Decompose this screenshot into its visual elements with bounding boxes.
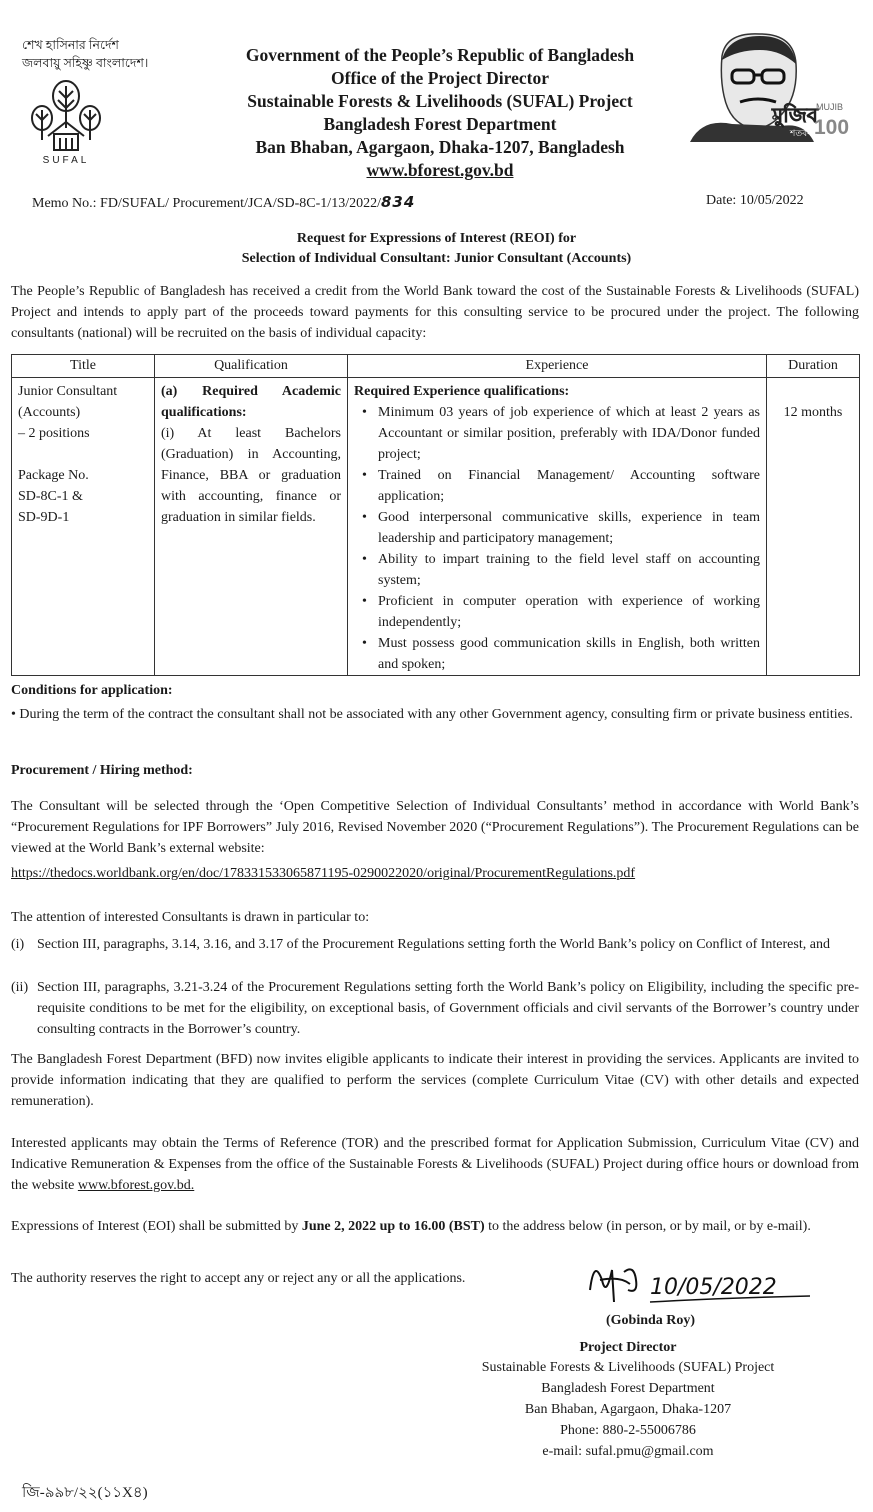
conditions-heading: Conditions for application: bbox=[11, 683, 173, 698]
list-item bbox=[362, 465, 760, 507]
eoi-paragraph bbox=[11, 1216, 859, 1237]
cell-title bbox=[12, 378, 155, 676]
signatory-name: (Gobinda Roy) bbox=[606, 1313, 696, 1328]
title-line: (Accounts) bbox=[18, 405, 81, 420]
portrait-text-bn: মুজিব bbox=[772, 103, 818, 127]
attention-item bbox=[11, 977, 859, 1040]
attention-item-text: Section III, paragraphs, 3.14, 3.16, and 3.17 of the Procurement Regulations setting forth the World Bank’s policy on Conflict of Interest, and bbox=[37, 937, 830, 952]
cell-experience bbox=[348, 378, 767, 676]
procurement-regulations-link[interactable]: https://thedocs.worldbank.org/en/doc/178331533065871195-0290022020/original/ProcurementRegulations.pdf bbox=[11, 866, 636, 881]
qualification-heading: (a) Required Academic qualifications: bbox=[161, 384, 341, 420]
attention-item-number: (ii) bbox=[11, 980, 29, 995]
bfd-invitation-paragraph: The Bangladesh Forest Department (BFD) now invites eligible applicants to indicate their interest in providing the services. Applicants are invited to provide information indicating that they are qualified to perform the services (complete Curriculum Vitae (CV) with other details and expected remuneration). bbox=[11, 1052, 859, 1109]
portrait-text-en: MUJIB bbox=[816, 102, 843, 112]
bullet-icon: • bbox=[362, 594, 367, 609]
portrait-text-num: 100 bbox=[814, 116, 850, 139]
bullet-icon: • bbox=[362, 510, 367, 525]
portrait-text-bn2: শতবর্ষ bbox=[790, 129, 813, 139]
header-department: Bangladesh Forest Department bbox=[323, 114, 557, 134]
tor-paragraph bbox=[11, 1133, 859, 1196]
memo-label: Memo No.: FD/SUFAL/ Procurement/JCA/SD-8C-1/13/2022/ bbox=[32, 196, 381, 211]
title-line: Package No. bbox=[18, 468, 89, 483]
conditions-item: • During the term of the contract the consultant shall not be associated with any other Government agency, consulting firm or private business entities. bbox=[11, 707, 853, 722]
consultant-table bbox=[11, 354, 860, 676]
title-line: – 2 positions bbox=[18, 426, 90, 441]
signatory-role: Project Director bbox=[579, 1340, 677, 1355]
tor-text: Interested applicants may obtain the Terms of Reference (TOR) and the prescribed format for Application Submission, Curriculum Vitae (CV) and Indicative Remuneration & Expenses from the office of the Sustainable Forests & Livelihoods (SUFAL) Project during office hours or download from the website bbox=[11, 1136, 859, 1193]
table-row bbox=[12, 378, 860, 676]
experience-item-text: Minimum 03 years of job experience of which at least 2 years as Accountant or similar position, preferably with IDA/Donor funded project; bbox=[378, 405, 760, 462]
list-item bbox=[362, 507, 760, 549]
rights-statement: The authority reserves the right to accept any or reject any or all the applications. bbox=[11, 1271, 466, 1286]
header-experience: Experience bbox=[348, 355, 767, 378]
eoi-deadline: June 2, 2022 up to 16.00 (BST) bbox=[301, 1219, 485, 1234]
header-duration: Duration bbox=[767, 355, 860, 378]
signature-handwritten-date: 10/05/2022 bbox=[650, 1275, 777, 1300]
reoi-title-line-1: Request for Expressions of Interest (REOI) for bbox=[296, 231, 577, 246]
experience-list bbox=[354, 402, 760, 675]
table-header-row bbox=[12, 355, 860, 378]
reoi-title-line-2: Selection of Individual Consultant: Junior Consultant (Accounts) bbox=[241, 251, 632, 266]
title-line-spacer bbox=[18, 444, 148, 465]
signatory-org: Sustainable Forests & Livelihoods (SUFAL) Project bbox=[481, 1360, 775, 1375]
slogan-line-2: জলবায়ু সহিষ্ণু বাংলাদেশ। bbox=[22, 56, 149, 70]
experience-item-text: Proficient in computer operation with experience of working independently; bbox=[378, 594, 760, 630]
header-website-link[interactable]: www.bforest.gov.bd bbox=[366, 160, 514, 180]
procurement-heading: Procurement / Hiring method: bbox=[11, 763, 193, 778]
bullet-icon: • bbox=[362, 468, 367, 483]
experience-item-text: Ability to impart training to the field level staff on accounting system; bbox=[378, 552, 760, 588]
slogan-line-1: শেখ হাসিনার নির্দেশ bbox=[22, 38, 119, 52]
qualification-text: (i) At least Bachelors (Graduation) in Accounting, Finance, BBA or graduation with accounting, finance or graduation in similar fields. bbox=[161, 426, 341, 525]
signatory-address: Ban Bhaban, Agargaon, Dhaka-1207 bbox=[524, 1402, 732, 1417]
tor-website-link[interactable]: www.bforest.gov.bd. bbox=[77, 1178, 195, 1193]
signatory-dept: Bangladesh Forest Department bbox=[541, 1381, 715, 1396]
signatory-email: e-mail: sufal.pmu@gmail.com bbox=[542, 1444, 714, 1459]
attention-intro: The attention of interested Consultants is drawn in particular to: bbox=[11, 910, 370, 925]
attention-item-text: Section III, paragraphs, 3.21-3.24 of the Procurement Regulations setting forth the World Bank’s policy on Eligibility, including the specific pre-requisite conditions to be met for the eligibility, on exceptional basis, of Government officials and civil servants of the Borrower’s country under consulting contracts in the Borrower’s country. bbox=[37, 980, 859, 1037]
list-item bbox=[362, 591, 760, 633]
slogan bbox=[22, 36, 148, 72]
bullet-icon: • bbox=[362, 636, 367, 651]
intro-paragraph: The People’s Republic of Bangladesh has received a credit from the World Bank toward the cost of the Sustainable Forests & Livelihoods (SUFAL) Project and intends to apply part of the proceeds toward payments for this consulting service to be procured under the project. The following consultants (national) will be recruited on the basis of individual capacity: bbox=[11, 284, 859, 341]
footer-reference-code: জি-৯৯৮/২২(১১X৪) bbox=[22, 1485, 148, 1501]
cell-duration: 12 months bbox=[767, 378, 860, 676]
memo-handwritten-number: 834 bbox=[380, 193, 416, 211]
memo-number bbox=[32, 193, 415, 212]
eoi-text-before: Expressions of Interest (EOI) shall be submitted by bbox=[11, 1219, 302, 1234]
cell-qualification bbox=[155, 378, 348, 676]
header-project: Sustainable Forests & Livelihoods (SUFAL) Project bbox=[247, 91, 633, 111]
experience-item-text: Good interpersonal communicative skills, experience in team leadership and participatory management; bbox=[378, 510, 760, 546]
memo-date: Date: 10/05/2022 bbox=[706, 193, 804, 208]
title-line: Junior Consultant bbox=[18, 384, 118, 399]
attention-item bbox=[11, 934, 859, 955]
eoi-text-after: to the address below (in person, or by mail, or by e-mail). bbox=[484, 1219, 811, 1234]
mujib-100-portrait-icon bbox=[682, 26, 850, 142]
header-government: Government of the People’s Republic of Bangladesh bbox=[245, 45, 635, 65]
attention-item-number: (i) bbox=[11, 937, 25, 952]
title-line: SD-8C-1 & bbox=[18, 489, 83, 504]
bullet-icon: • bbox=[362, 552, 367, 567]
logo-caption: SUFAL bbox=[42, 155, 90, 166]
header-title: Title bbox=[12, 355, 155, 378]
list-item bbox=[362, 633, 760, 675]
experience-item-text: Trained on Financial Management/ Accounting software application; bbox=[378, 468, 760, 504]
header-address: Ban Bhaban, Agargaon, Dhaka-1207, Bangladesh bbox=[255, 137, 625, 157]
signature-icon bbox=[580, 1250, 830, 1320]
experience-item-text: Must possess good communication skills in English, both written and spoken; bbox=[378, 636, 760, 672]
title-line: SD-9D-1 bbox=[18, 510, 70, 525]
bullet-icon: • bbox=[362, 405, 367, 420]
header-office: Office of the Project Director bbox=[331, 68, 549, 88]
header-qualification: Qualification bbox=[155, 355, 348, 378]
experience-heading: Required Experience qualifications: bbox=[354, 384, 570, 399]
list-item bbox=[362, 549, 760, 591]
list-item bbox=[362, 402, 760, 465]
signatory-phone: Phone: 880-2-55006786 bbox=[560, 1423, 696, 1438]
procurement-paragraph: The Consultant will be selected through the ‘Open Competitive Selection of Individual Consultants’ method in accordance with World Bank’s “Procurement Regulations for IPF Borrowers” July 2016, Revised November 2020 (“Procurement Regulations”). The Procurement Regulations can be viewed at the World Bank’s external website: bbox=[11, 799, 859, 856]
